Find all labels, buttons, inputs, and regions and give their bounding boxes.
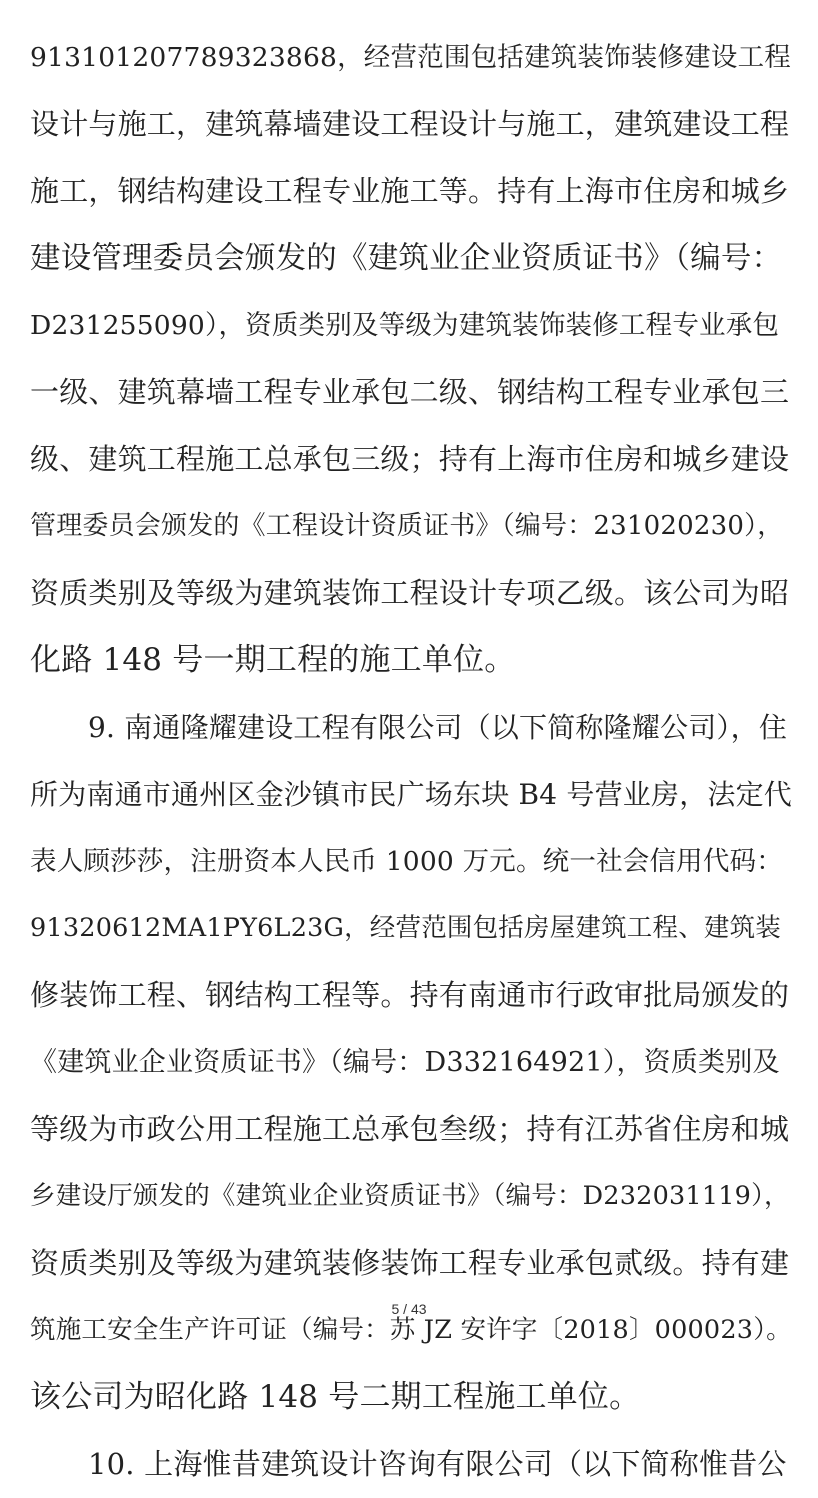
text-line: 913101207789323868，经营范围包括建筑装饰装修建设工程 (30, 42, 791, 73)
page-number: 5 / 43 (391, 1301, 427, 1317)
text-line: 该公司为昭化路 148 号二期工程施工单位。 (30, 1379, 641, 1415)
text-line: 级、建筑工程施工总承包三级；持有上海市住房和城乡建设 (30, 442, 790, 476)
text-line: 一级、建筑幕墙工程专业承包二级、钢结构工程专业承包三 (30, 375, 790, 409)
text-line: 资质类别及等级为建筑装修装饰工程专业承包贰级。持有建 (30, 1246, 790, 1280)
text-line: 《建筑业企业资质证书》（编号：D332164921），资质类别及 (30, 1047, 780, 1078)
text-line: 设计与施工，建筑幕墙建设工程设计与施工，建筑建设工程 (30, 107, 790, 141)
paragraph-start-line: 9. 南通隆耀建设工程有限公司（以下简称隆耀公司），住 (88, 711, 788, 744)
text-line: 等级为市政公用工程施工总承包叁级；持有江苏省住房和城 (30, 1112, 790, 1146)
paragraph-start-line: 10. 上海惟昔建筑设计咨询有限公司（以下简称惟昔公 (88, 1447, 787, 1481)
text-line: 表人顾莎莎，注册资本人民币 1000 万元。统一社会信用代码： (30, 846, 783, 877)
text-line: 管理委员会颁发的《工程设计资质证书》（编号：231020230）， (30, 511, 784, 541)
text-line: 所为南通市通州区金沙镇市民广场东块 B4 号营业房，法定代 (30, 778, 792, 811)
text-line: D231255090），资质类别及等级为建筑装饰装修工程专业承包 (30, 310, 780, 341)
document-body (30, 24, 792, 1498)
text-line: 建设管理委员会颁发的《建筑业企业资质证书》（编号： (30, 241, 783, 276)
text-line: 施工，钢结构建设工程专业施工等。持有上海市住房和城乡 (30, 174, 790, 208)
text-line: 91320612MA1PY6L23G，经营范围包括房屋建筑工程、建筑装 (30, 913, 782, 943)
text-line: 乡建设厅颁发的《建筑业企业资质证书》（编号：D232031119）， (30, 1181, 790, 1211)
text-line: 化路 148 号一期工程的施工单位。 (30, 642, 516, 678)
text-line: 资质类别及等级为建筑装饰工程设计专项乙级。该公司为昭 (30, 576, 790, 610)
text-line: 筑施工安全生产许可证（编号：苏 JZ 安许字〔2018〕000023）。 (30, 1315, 792, 1345)
text-line: 修装饰工程、钢结构工程等。持有南通市行政审批局颁发的 (30, 978, 790, 1012)
